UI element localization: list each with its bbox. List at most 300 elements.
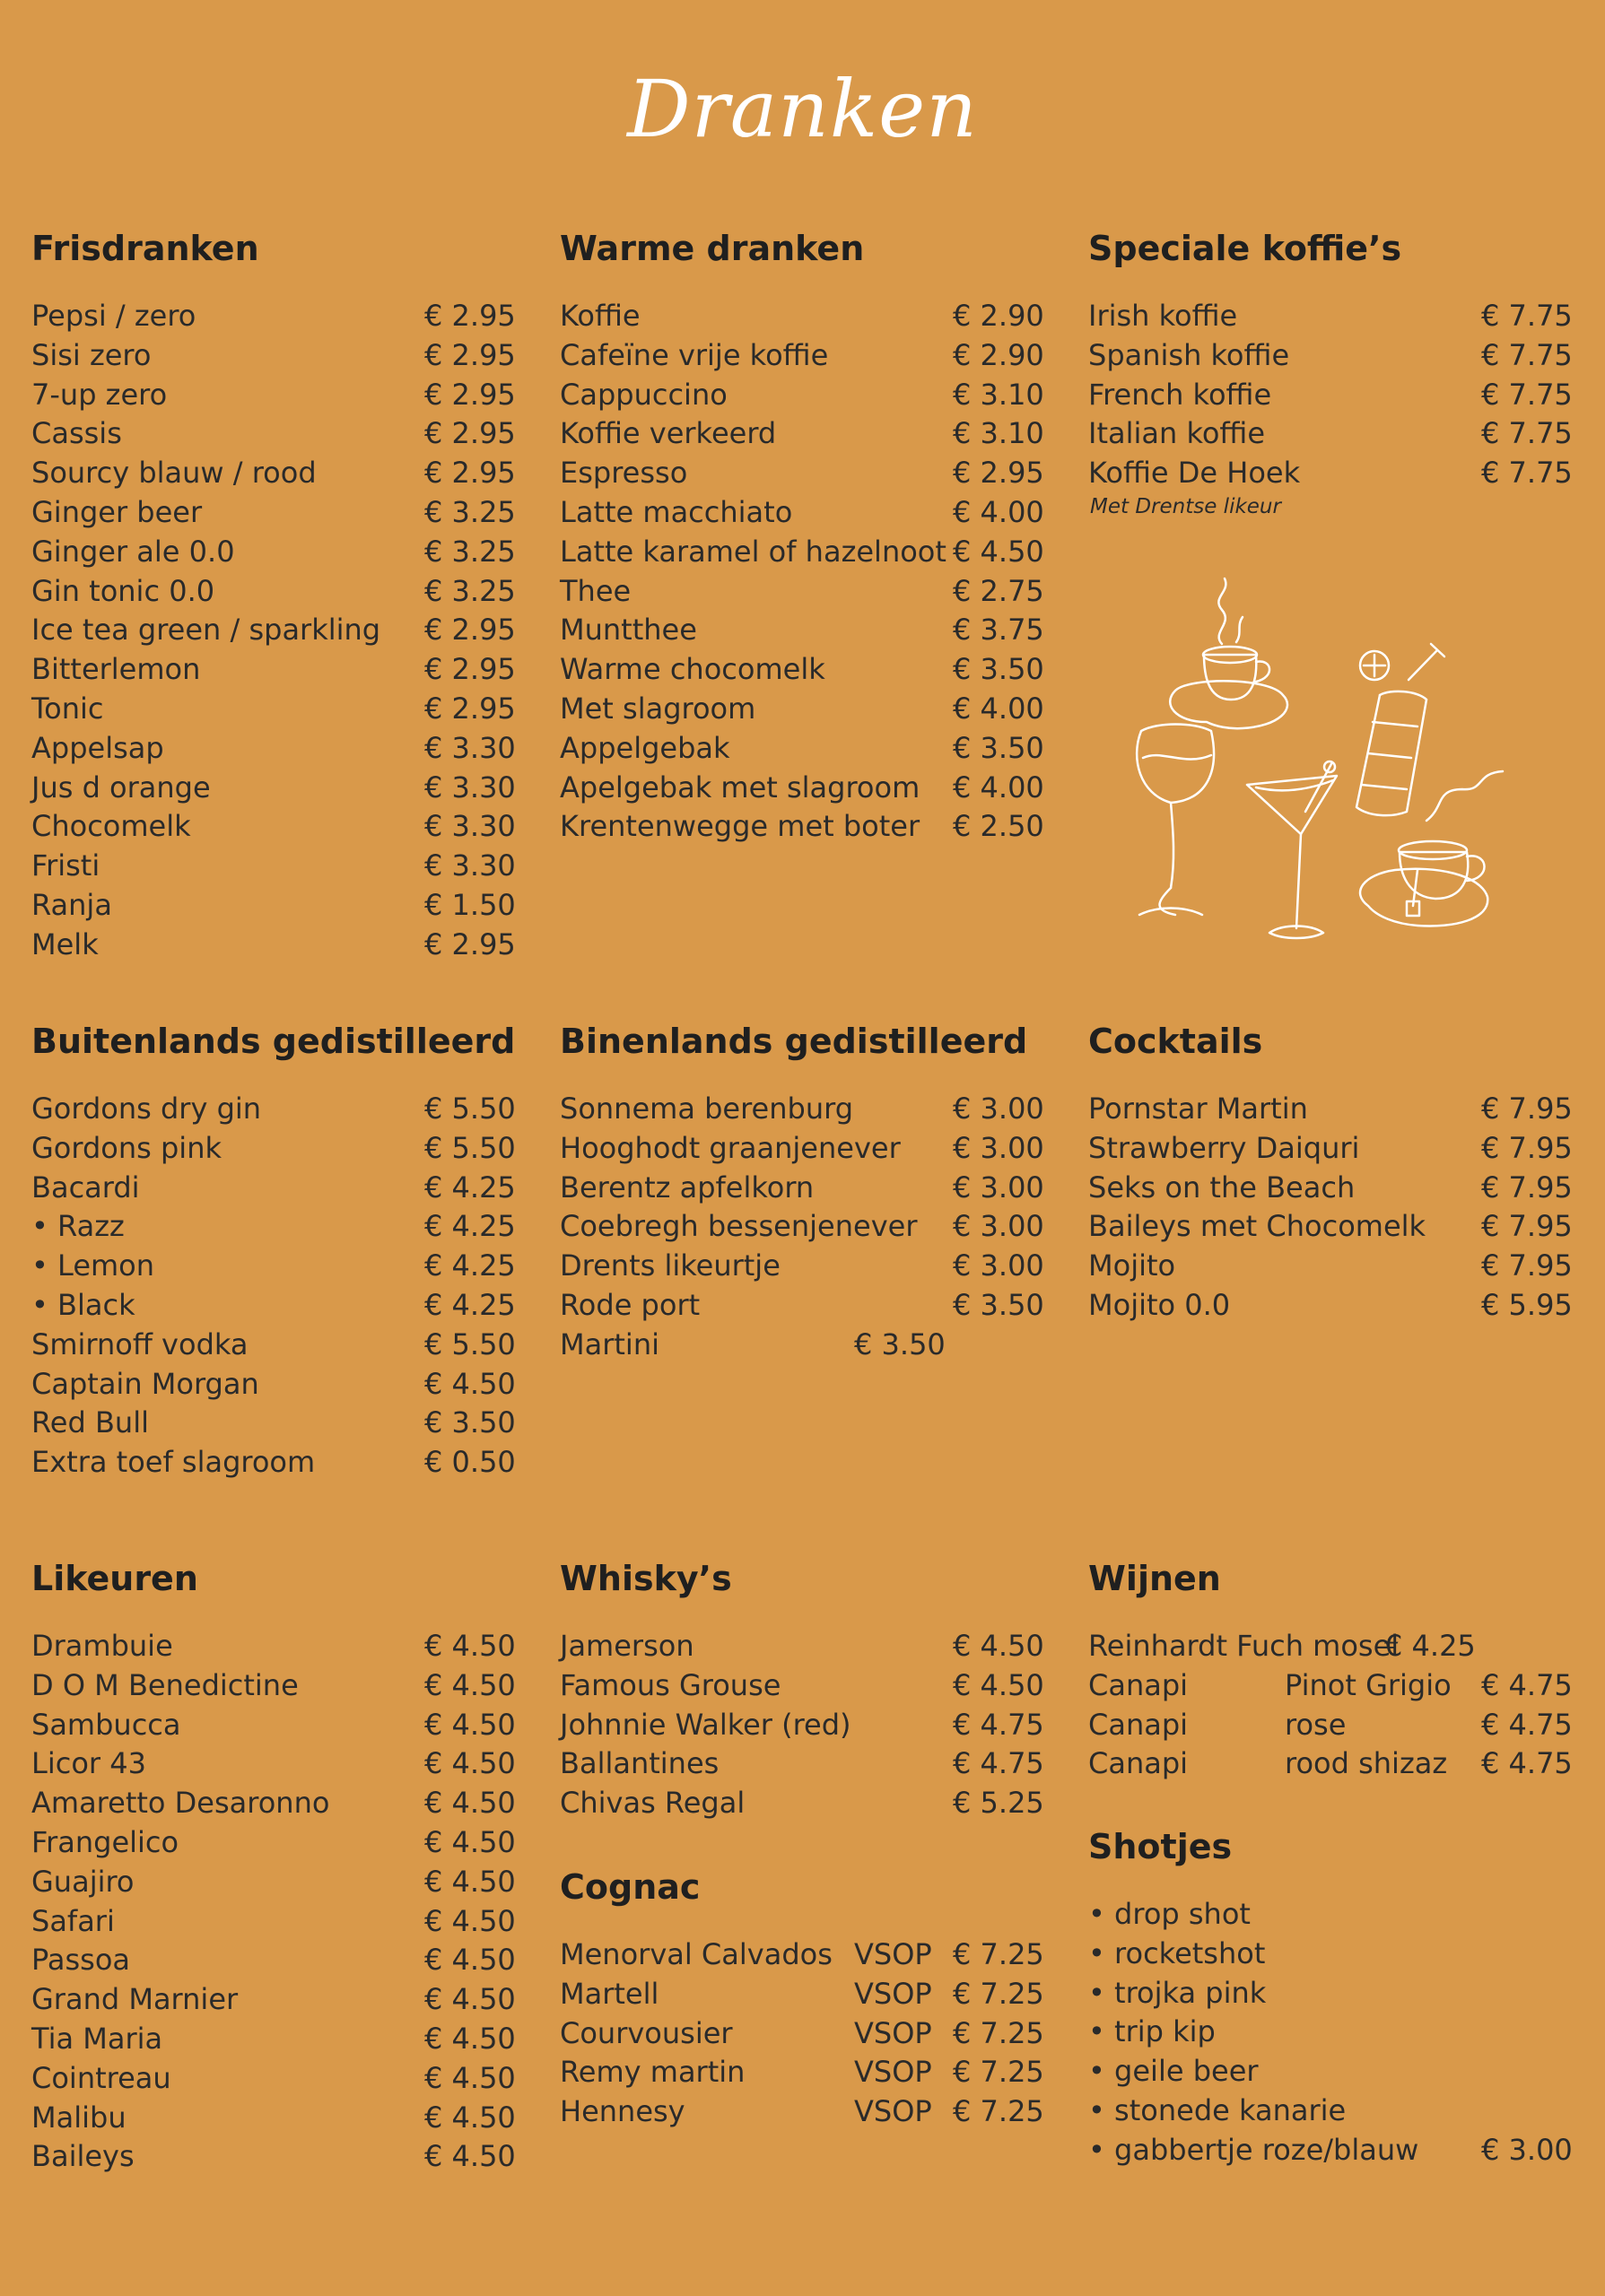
item-price: € 4.75	[953, 1746, 1044, 1781]
item-detail: VSOP	[854, 2094, 932, 2129]
item-price: € 2.95	[424, 299, 516, 333]
item-price: € 2.90	[953, 299, 1044, 333]
item-name: Latte karamel of hazelnoot	[560, 534, 946, 569]
item-price: € 7.25	[953, 1937, 1044, 1971]
menu-row	[31, 611, 516, 650]
menu-row	[1088, 414, 1577, 454]
item-name: Drents likeurtje	[560, 1248, 781, 1283]
menu-list	[31, 1090, 516, 1483]
item-price: € 1.50	[424, 887, 516, 922]
menu-row	[31, 2059, 516, 2099]
item-price: € 4.50	[424, 1366, 516, 1401]
item-price: € 4.50	[424, 1707, 516, 1742]
item-name: Warme chocomelk	[560, 652, 825, 687]
item-price: € 3.00	[953, 1170, 1044, 1205]
item-price: € 3.75	[953, 613, 1044, 648]
item-name: Drambuie	[31, 1629, 173, 1663]
menu-row	[560, 1935, 1044, 1975]
menu-row	[31, 297, 516, 336]
item-price: € 7.75	[1481, 456, 1573, 491]
item-price: € 7.25	[953, 1976, 1044, 2011]
menu-row	[31, 886, 516, 926]
item-name: Hooghodt graanjenever	[560, 1130, 901, 1165]
menu-row	[1088, 297, 1577, 336]
item-name: Chivas Regal	[560, 1786, 746, 1821]
menu-list	[1088, 1895, 1577, 2170]
item-name: Berentz apfelkorn	[560, 1170, 815, 1205]
item-name: • Lemon	[31, 1248, 155, 1283]
item-name: Coebregh bessenjenever	[560, 1209, 918, 1244]
item-name: D O M Benedictine	[31, 1667, 299, 1702]
section-buitenlands	[31, 1022, 516, 1480]
menu-row	[560, 297, 1044, 336]
menu-row	[31, 2099, 516, 2138]
section-cognac	[560, 1867, 1044, 2129]
item-detail: VSOP	[854, 1937, 932, 1971]
item-name: • geile beer	[1088, 2054, 1259, 2089]
item-name: Cointreau	[31, 2060, 171, 2095]
menu-row	[31, 1706, 516, 1745]
item-name: Met slagroom	[560, 691, 756, 726]
menu-list	[31, 297, 516, 965]
item-name: Baileys met Chocomelk	[1088, 1209, 1426, 1244]
menu-row	[31, 1129, 516, 1169]
item-price: € 2.95	[424, 337, 516, 372]
item-name: Cassis	[31, 416, 122, 451]
item-price: € 4.00	[953, 494, 1044, 529]
item-price: € 7.25	[953, 2094, 1044, 2129]
item-price: € 4.50	[424, 1982, 516, 2017]
item-name: • rocketshot	[1088, 1935, 1266, 1970]
item-price: € 4.50	[953, 1667, 1044, 1702]
menu-row	[1088, 1207, 1577, 1247]
item-name: Tia Maria	[31, 2021, 163, 2056]
section-shotjes	[1088, 1827, 1577, 2167]
item-name: Latte macchiato	[560, 494, 793, 529]
menu-row	[31, 1941, 516, 1980]
menu-row	[1088, 2052, 1577, 2092]
menu-row	[1088, 376, 1577, 415]
menu-row	[31, 1863, 516, 1902]
item-name: Espresso	[560, 456, 688, 491]
item-detail: VSOP	[854, 2055, 932, 2090]
item-name: Ballantines	[560, 1746, 720, 1781]
menu-row	[31, 1090, 516, 1129]
item-price: € 3.50	[953, 730, 1044, 765]
menu-row	[31, 414, 516, 454]
menu-row	[31, 1823, 516, 1863]
menu-row	[31, 533, 516, 572]
item-price: € 5.25	[953, 1786, 1044, 1821]
item-name: Grand Marnier	[31, 1982, 239, 2017]
item-name: Fristi	[31, 848, 100, 883]
item-name: • trojka pink	[1088, 1975, 1267, 2010]
item-name: Gin tonic 0.0	[31, 573, 215, 608]
menu-row	[31, 847, 516, 886]
menu-row	[1088, 1706, 1577, 1745]
item-price: € 7.95	[1481, 1170, 1573, 1205]
item-name: Sonnema berenburg	[560, 1091, 854, 1126]
menu-row	[560, 1706, 1044, 1745]
item-price: € 5.50	[424, 1326, 516, 1361]
menu-row	[31, 1169, 516, 1208]
item-price: € 4.50	[953, 1629, 1044, 1663]
menu-row	[31, 1902, 516, 1942]
item-name: • Black	[31, 1287, 135, 1322]
item-price: € 4.75	[1481, 1707, 1573, 1742]
item-price: € 4.50	[424, 2060, 516, 2095]
menu-row	[1088, 454, 1577, 493]
menu-row	[560, 690, 1044, 729]
item-name: Thee	[560, 573, 632, 608]
item-name: 7-up zero	[31, 377, 168, 412]
item-name: • Razz	[31, 1209, 125, 1244]
item-price: € 4.00	[953, 691, 1044, 726]
item-price: € 4.50	[424, 1824, 516, 1859]
menu-row	[31, 1744, 516, 1784]
item-name: Bacardi	[31, 1170, 140, 1205]
item-price: € 3.25	[424, 534, 516, 569]
item-price: € 7.75	[1481, 377, 1573, 412]
item-price: € 7.75	[1481, 416, 1573, 451]
menu-row	[560, 611, 1044, 650]
item-name: Malibu	[31, 2100, 126, 2135]
item-name: Melk	[31, 926, 99, 961]
menu-row	[560, 1169, 1044, 1208]
item-price: € 2.95	[424, 926, 516, 961]
menu-row	[31, 2020, 516, 2059]
menu-row	[31, 493, 516, 533]
item-name: Remy martin	[560, 2055, 746, 2090]
menu-row	[560, 1129, 1044, 1169]
menu-list	[560, 1090, 1044, 1365]
item-price: € 5.95	[1481, 1287, 1573, 1322]
menu-list	[560, 297, 1044, 847]
section-note: Met Drentse likeur	[1090, 495, 1281, 518]
item-price: € 3.00	[953, 1248, 1044, 1283]
wijnen-list	[1088, 1627, 1577, 1784]
item-name: Johnnie Walker (red)	[560, 1707, 851, 1742]
item-name: Gordons dry gin	[31, 1091, 262, 1126]
item-price: € 7.25	[953, 2055, 1044, 2090]
menu-row	[1088, 1247, 1577, 1286]
item-price: € 7.95	[1481, 1209, 1573, 1244]
menu-row	[31, 1247, 516, 1286]
menu-row	[31, 1365, 516, 1405]
item-name: Pornstar Martin	[1088, 1091, 1308, 1126]
item-price: € 2.95	[424, 456, 516, 491]
menu-row	[560, 1784, 1044, 1823]
menu-row	[560, 807, 1044, 847]
menu-row	[31, 1980, 516, 2020]
menu-row	[560, 1326, 1044, 1365]
menu-row	[560, 376, 1044, 415]
section-heading: Likeuren	[31, 1559, 198, 1598]
menu-row	[560, 2092, 1044, 2132]
menu-row	[560, 1286, 1044, 1326]
menu-row	[31, 690, 516, 729]
item-detail: VSOP	[854, 1976, 932, 2011]
item-price: € 4.50	[424, 1629, 516, 1663]
section-likeuren	[31, 1559, 516, 2174]
section-heading: Wijnen	[1088, 1559, 1221, 1598]
item-price: € 2.95	[953, 456, 1044, 491]
item-price: € 7.25	[953, 2015, 1044, 2050]
menu-row	[31, 729, 516, 769]
menu-row	[1088, 1286, 1577, 1326]
section-heading: Binenlands gedistilleerd	[560, 1022, 1028, 1061]
item-price: € 4.00	[953, 770, 1044, 804]
menu-row	[31, 1404, 516, 1443]
item-price: € 4.50	[424, 1943, 516, 1978]
item-price: € 4.75	[1481, 1746, 1573, 1781]
menu-list	[560, 1935, 1044, 2132]
item-price: € 3.30	[424, 730, 516, 765]
menu-row	[31, 2137, 516, 2177]
item-price: € 3.25	[424, 494, 516, 529]
menu-row	[560, 1975, 1044, 2014]
item-price: € 3.00	[953, 1091, 1044, 1126]
menu-row	[560, 454, 1044, 493]
menu-list	[1088, 1090, 1577, 1326]
item-price: € 4.75	[953, 1707, 1044, 1742]
item-price: € 3.30	[424, 770, 516, 804]
item-name: Safari	[31, 1903, 115, 1938]
menu-row	[560, 2014, 1044, 2054]
section-heading: Speciale koffie’s	[1088, 229, 1402, 268]
item-price: € 4.25	[424, 1170, 516, 1205]
menu-row	[1088, 336, 1577, 376]
section-warme-dranken	[560, 229, 1044, 844]
menu-row	[1088, 1744, 1577, 1784]
item-price: € 4.50	[424, 1746, 516, 1781]
item-name: Smirnoff vodka	[31, 1326, 249, 1361]
menu-row	[1088, 1627, 1577, 1666]
menu-list	[1088, 1666, 1577, 1784]
item-price: € 3.50	[953, 1287, 1044, 1322]
page-title: Dranken	[627, 63, 978, 155]
item-price: € 3.00	[1481, 2132, 1573, 2167]
item-price: € 4.50	[424, 1667, 516, 1702]
item-name: • trip kip	[1088, 2014, 1216, 2049]
menu-row	[560, 493, 1044, 533]
item-name: Koffie De Hoek	[1088, 456, 1301, 491]
drinks-illustration	[1121, 565, 1534, 960]
menu-row	[560, 769, 1044, 808]
item-detail: rose	[1285, 1707, 1347, 1742]
item-name: Sisi zero	[31, 337, 152, 372]
item-price: € 0.50	[424, 1445, 516, 1480]
menu-row	[560, 1247, 1044, 1286]
menu-row	[560, 414, 1044, 454]
menu-row	[31, 376, 516, 415]
menu-row	[1088, 1895, 1577, 1935]
item-name: Appelsap	[31, 730, 164, 765]
section-heading: Frisdranken	[31, 229, 259, 268]
item-price: € 4.25	[1384, 1629, 1476, 1663]
item-name: Ice tea green / sparkling	[31, 613, 381, 648]
item-price: € 7.95	[1481, 1091, 1573, 1126]
item-name: • drop shot	[1088, 1897, 1251, 1931]
item-price: € 2.95	[424, 613, 516, 648]
item-name: Appelgebak	[560, 730, 730, 765]
item-price: € 4.50	[424, 1786, 516, 1821]
menu-row	[31, 1627, 516, 1666]
item-name: Jamerson	[560, 1629, 694, 1663]
section-heading: Cocktails	[1088, 1022, 1263, 1061]
item-name: French koffie	[1088, 377, 1272, 412]
item-name: Krentenwegge met boter	[560, 809, 920, 844]
menu-row	[31, 1286, 516, 1326]
item-name: • stonede kanarie	[1088, 2092, 1347, 2127]
menu-row	[560, 729, 1044, 769]
section-heading: Cognac	[560, 1867, 701, 1907]
item-name: Martell	[560, 1976, 659, 2011]
section-heading: Whisky’s	[560, 1559, 732, 1598]
item-price: € 2.50	[953, 809, 1044, 844]
menu-row	[31, 926, 516, 965]
menu-row	[1088, 1974, 1577, 2013]
menu-row	[31, 1666, 516, 1706]
item-price: € 3.00	[953, 1130, 1044, 1165]
item-price: € 2.95	[424, 652, 516, 687]
section-wijnen	[1088, 1559, 1577, 1781]
item-price: € 2.95	[424, 377, 516, 412]
menu-list	[31, 1627, 516, 2177]
item-price: € 7.95	[1481, 1248, 1573, 1283]
item-name: • gabbertje roze/blauw	[1088, 2132, 1419, 2167]
menu-row	[560, 533, 1044, 572]
item-price: € 4.25	[424, 1209, 516, 1244]
section-cocktails	[1088, 1022, 1577, 1322]
section-heading: Buitenlands gedistilleerd	[31, 1022, 516, 1061]
menu-row	[1088, 1129, 1577, 1169]
item-name: Frangelico	[31, 1824, 179, 1859]
menu-row	[560, 1207, 1044, 1247]
item-name: Koffie verkeerd	[560, 416, 777, 451]
item-name: Red Bull	[31, 1405, 149, 1440]
item-name: Mojito	[1088, 1248, 1176, 1283]
item-price: € 3.30	[424, 848, 516, 883]
item-name: Famous Grouse	[560, 1667, 781, 1702]
item-name: Irish koffie	[1088, 299, 1238, 333]
item-name: Jus d orange	[31, 770, 211, 804]
item-name: Spanish koffie	[1088, 337, 1290, 372]
item-price: € 4.25	[424, 1287, 516, 1322]
item-name: Apelgebak met slagroom	[560, 770, 920, 804]
menu-row	[560, 572, 1044, 612]
item-price: € 3.50	[424, 1405, 516, 1440]
menu-row	[1088, 1935, 1577, 1974]
item-name: Pepsi / zero	[31, 299, 196, 333]
item-name: Bitterlemon	[31, 652, 201, 687]
section-heading: Shotjes	[1088, 1827, 1233, 1866]
section-speciale-koffies	[1088, 229, 1577, 518]
item-name: Muntthee	[560, 613, 697, 648]
menu-row	[560, 650, 1044, 690]
menu-row	[31, 650, 516, 690]
section-frisdranken	[31, 229, 516, 961]
item-price: € 3.30	[424, 809, 516, 844]
item-price: € 4.75	[1481, 1667, 1573, 1702]
item-detail: VSOP	[854, 2015, 932, 2050]
menu-row	[1088, 1090, 1577, 1129]
item-name: Mojito 0.0	[1088, 1287, 1231, 1322]
item-name: Baileys	[31, 2139, 135, 2174]
item-price: € 3.25	[424, 573, 516, 608]
item-name: Canapi	[1088, 1667, 1189, 1702]
item-detail: Pinot Grigio	[1285, 1667, 1452, 1702]
section-whisky	[560, 1559, 1044, 1821]
item-price: € 4.25	[424, 1248, 516, 1283]
item-name: Guajiro	[31, 1864, 135, 1899]
item-name: Canapi	[1088, 1746, 1189, 1781]
item-price: € 4.50	[424, 2139, 516, 2174]
item-name: Hennesy	[560, 2094, 685, 2129]
menu-row	[1088, 1666, 1577, 1706]
section-binnenlands	[560, 1022, 1044, 1361]
item-name: Sambucca	[31, 1707, 181, 1742]
item-name: Courvousier	[560, 2015, 733, 2050]
menu-row	[31, 336, 516, 376]
menu-row	[31, 572, 516, 612]
menu-list	[560, 1627, 1044, 1823]
menu-row	[31, 769, 516, 808]
item-price: € 7.95	[1481, 1130, 1573, 1165]
item-name: Ranja	[31, 887, 112, 922]
item-name: Seks on the Beach	[1088, 1170, 1356, 1205]
item-name: Menorval Calvados	[560, 1937, 833, 1971]
item-price: € 3.00	[953, 1209, 1044, 1244]
item-name: Koffie	[560, 299, 641, 333]
item-price: € 3.50	[854, 1326, 946, 1361]
item-name: Tonic	[31, 691, 104, 726]
item-price: € 2.95	[424, 691, 516, 726]
item-name: Martini	[560, 1326, 659, 1361]
item-price: € 3.10	[953, 377, 1044, 412]
item-name: Licor 43	[31, 1746, 146, 1781]
item-price: € 5.50	[424, 1130, 516, 1165]
item-price: € 4.50	[424, 1864, 516, 1899]
section-heading: Warme dranken	[560, 229, 865, 268]
menu-row	[560, 1666, 1044, 1706]
menu-row	[31, 1326, 516, 1365]
menu-row	[31, 1207, 516, 1247]
item-price: € 4.50	[424, 2100, 516, 2135]
item-name: Passoa	[31, 1943, 130, 1978]
item-price: € 2.95	[424, 416, 516, 451]
menu-row	[31, 454, 516, 493]
menu-row	[560, 1090, 1044, 1129]
item-price: € 3.10	[953, 416, 1044, 451]
item-name: Italian koffie	[1088, 416, 1266, 451]
item-name: Cappuccino	[560, 377, 728, 412]
item-price: € 2.90	[953, 337, 1044, 372]
menu-row	[31, 807, 516, 847]
menu-row	[560, 336, 1044, 376]
item-name: Reinhardt Fuch mosel	[1088, 1629, 1400, 1663]
item-name: Amaretto Desaronno	[31, 1786, 330, 1821]
item-price: € 4.50	[424, 2021, 516, 2056]
item-price: € 7.75	[1481, 337, 1573, 372]
item-name: Captain Morgan	[31, 1366, 259, 1401]
item-price: € 4.50	[424, 1903, 516, 1938]
menu-row	[560, 2053, 1044, 2092]
menu-row	[560, 1627, 1044, 1666]
menu-row	[31, 1784, 516, 1823]
item-name: Canapi	[1088, 1707, 1189, 1742]
item-price: € 4.50	[953, 534, 1044, 569]
